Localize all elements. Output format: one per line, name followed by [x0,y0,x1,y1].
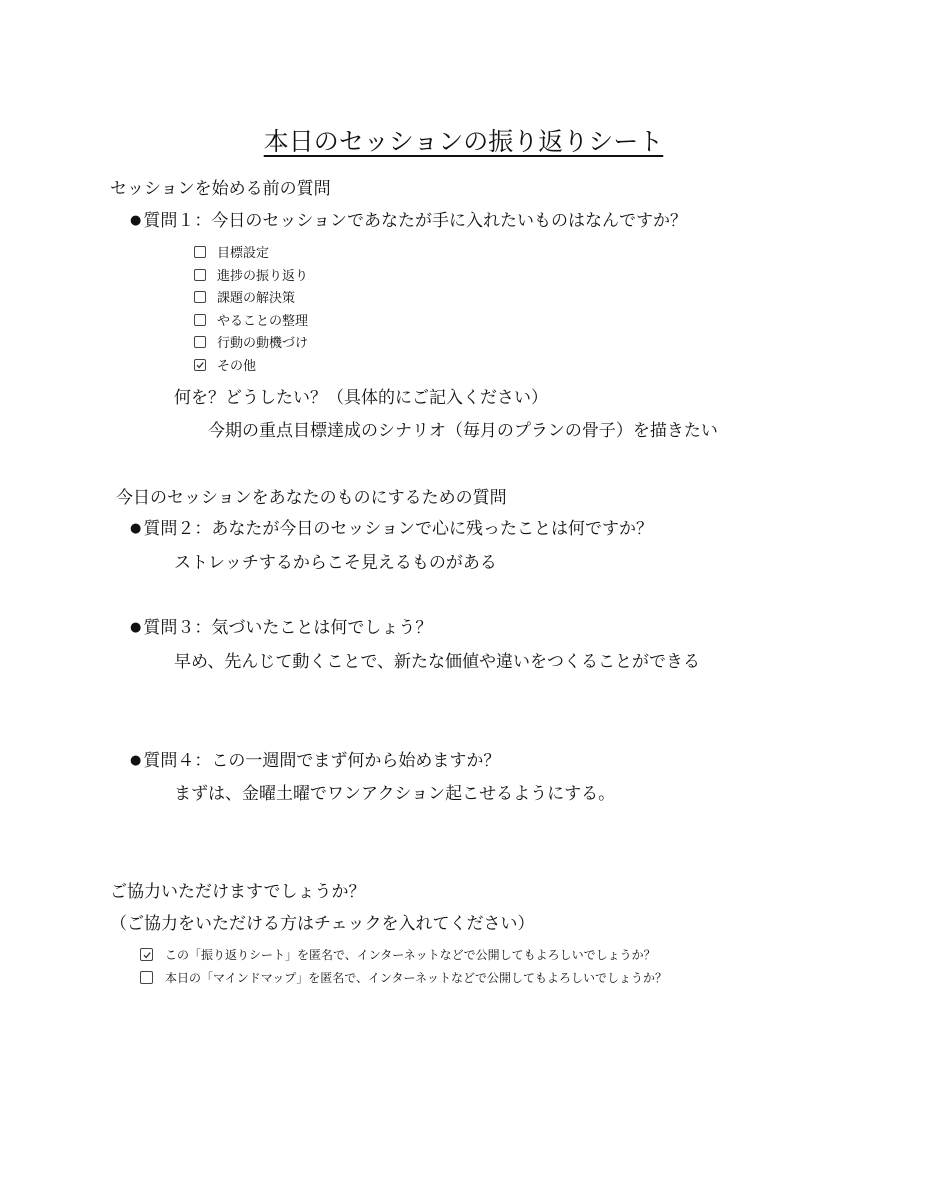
bullet-icon: ● [130,753,142,768]
consent-label: 本日の「マインドマップ」を匿名で、インターネットなどで公開してもよろしいでしょうか？ [165,971,667,985]
question-1 [130,206,687,231]
consent-label: この「振り返りシート」を匿名で、インターネットなどで公開してもよろしいでしょうか？ [165,948,656,962]
consent-checkbox-mindmap[interactable] [140,969,667,986]
page-title: 本日のセッションの振り返りシート [263,127,664,156]
checkbox-icon[interactable] [194,246,206,258]
section-heading-before-session: セッションを始める前の質問 [110,179,331,199]
cooperation-subheading: （ご協力をいただける方はチェックを入れてください） [110,914,535,934]
question-3 [130,613,432,638]
section-heading-own-session: 今日のセッションをあなたのものにするための質問 [116,488,507,508]
checkbox-option[interactable] [194,287,295,306]
option-label: やることの整理 [217,314,309,329]
checkbox-icon[interactable] [194,314,206,326]
question-1-text: 質問１：今日のセッションであなたが手に入れたいものはなんですか？ [143,211,688,231]
option-label: 課題の解決策 [217,291,296,306]
checkbox-icon[interactable] [140,971,153,984]
option-label: その他 [217,359,257,374]
cooperation-heading: ご協力いただけますでしょうか？ [110,882,366,902]
checkbox-option[interactable] [194,310,308,329]
checkbox-icon[interactable] [194,336,206,348]
checkbox-icon[interactable] [194,291,206,303]
answer-2: ストレッチするからこそ見えるものがある [174,553,497,573]
checkbox-option[interactable] [194,265,308,284]
question-4-text: 質問４：この一週間でまず何から始めますか？ [143,751,501,771]
bullet-icon: ● [130,521,142,536]
checkbox-option[interactable] [194,355,256,374]
question-2 [130,514,653,539]
question-4 [130,746,500,771]
option-label: 目標設定 [217,246,270,261]
option-label: 進捗の振り返り [217,269,309,284]
question-3-text: 質問３：気づいたことは何でしょう？ [143,618,433,638]
consent-checkbox-sheet[interactable] [140,946,656,963]
checkbox-option[interactable] [194,242,269,261]
bullet-icon: ● [130,620,142,635]
checkbox-option[interactable] [194,332,308,351]
checkbox-checked-icon[interactable] [194,359,206,371]
answer-3: 早め、先んじて動くことで、新たな価値や違いをつくることができる [174,652,700,672]
answer-1: 今期の重点目標達成のシナリオ（毎月のプランの骨子）を描きたい [208,421,718,441]
checkbox-icon[interactable] [194,269,206,281]
details-prompt: 何を？どうしたい？（具体的にご記入ください） [174,388,548,408]
option-label: 行動の動機づけ [217,336,309,351]
bullet-icon: ● [130,213,142,228]
question-2-text: 質問２：あなたが今日のセッションで心に残ったことは何ですか？ [143,519,654,539]
checkbox-checked-icon[interactable] [140,948,153,961]
answer-4: まずは、金曜土曜でワンアクション起こせるようにする。 [174,784,616,804]
